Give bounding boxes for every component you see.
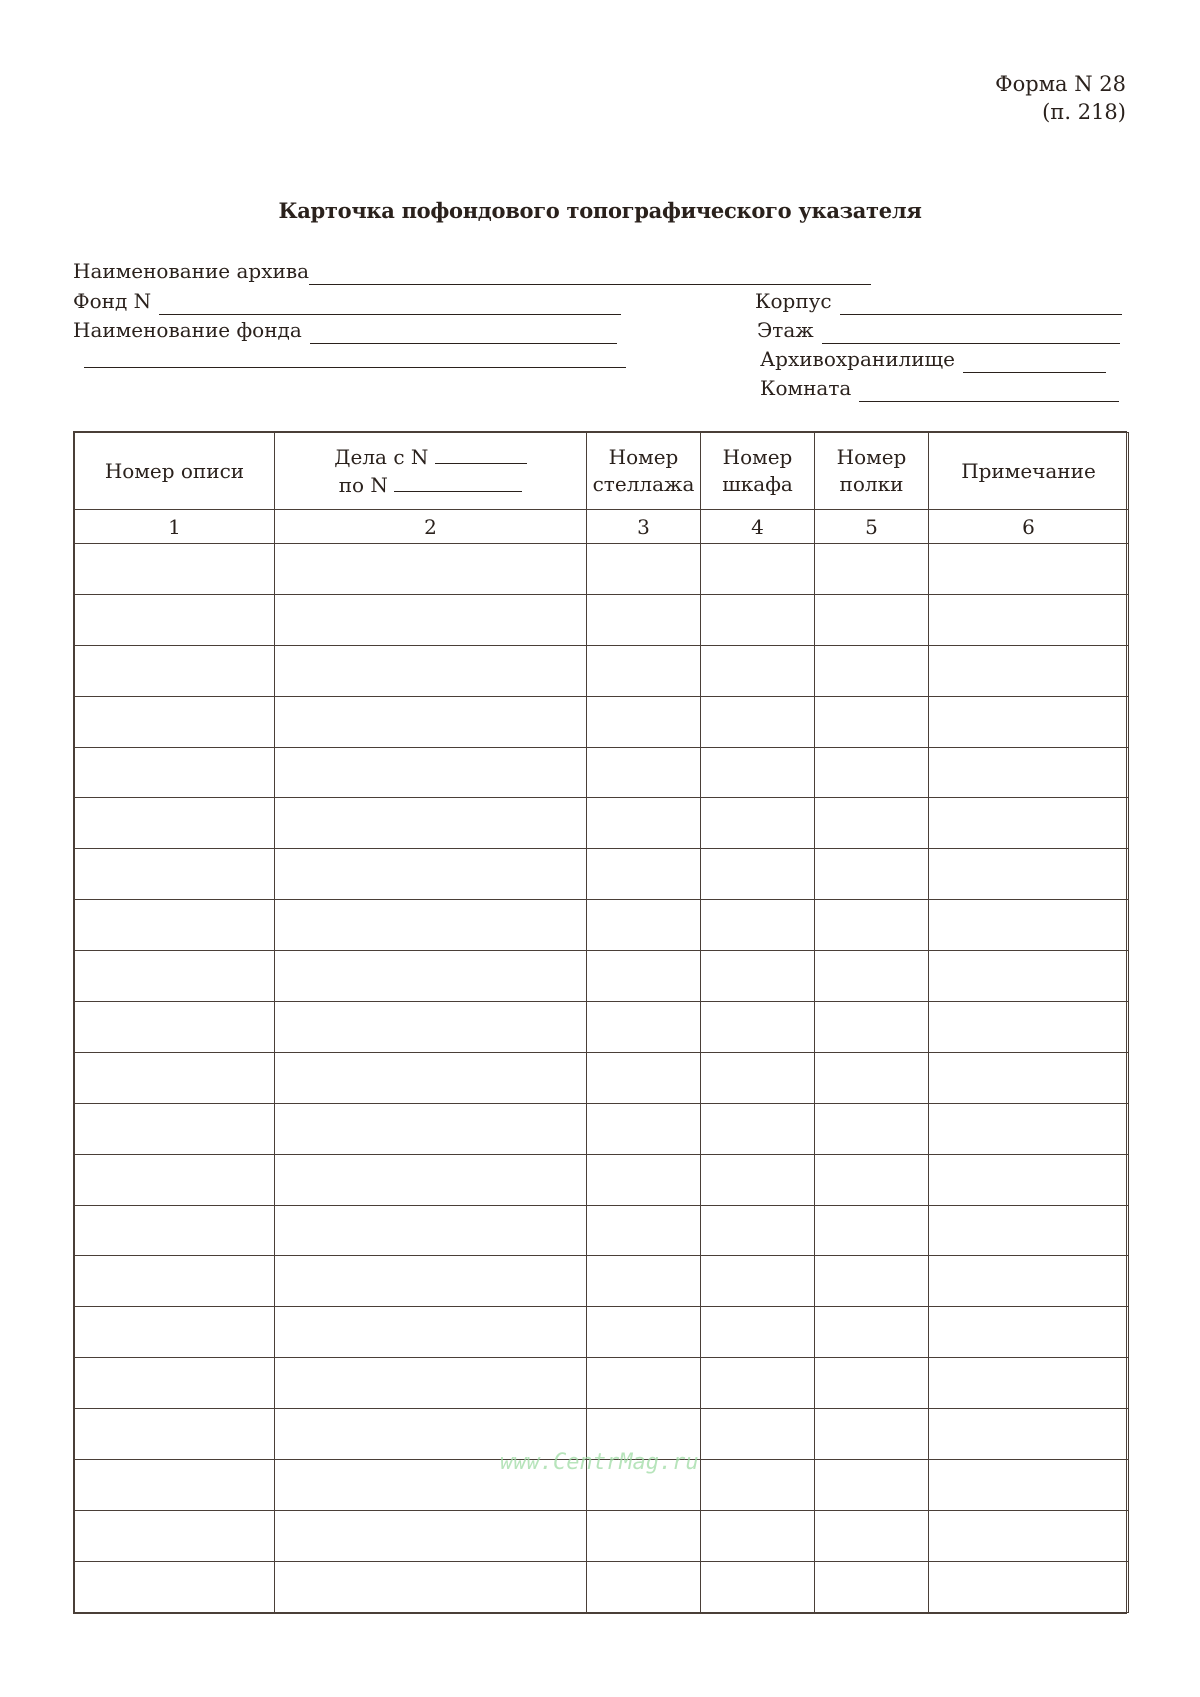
table-cell[interactable]: [75, 1561, 275, 1612]
table-row: [75, 798, 1129, 849]
table-cell[interactable]: [701, 1256, 815, 1307]
table-cell[interactable]: [929, 747, 1129, 798]
table-row: [75, 1561, 1129, 1612]
column-number: 2: [275, 510, 587, 544]
table-cell[interactable]: [929, 1561, 1129, 1612]
table-row: [75, 1510, 1129, 1561]
table-cell[interactable]: [275, 1205, 587, 1256]
table-cell[interactable]: [929, 645, 1129, 696]
table-row: [75, 645, 1129, 696]
storage-field[interactable]: [760, 345, 1106, 373]
table-cell[interactable]: [701, 1460, 815, 1511]
table-row: [75, 594, 1129, 645]
building-line[interactable]: [840, 292, 1122, 315]
table-cell[interactable]: [929, 544, 1129, 595]
table-cell[interactable]: [587, 1256, 701, 1307]
fund-name-label: Наименование фонда: [73, 318, 302, 342]
table-cell[interactable]: [815, 900, 929, 951]
table-cell[interactable]: [275, 1154, 587, 1205]
table-cell[interactable]: [815, 1510, 929, 1561]
header-cabinet-line1: Номер: [722, 445, 793, 469]
table-row: [75, 849, 1129, 900]
table-cell[interactable]: [587, 747, 701, 798]
table-cell[interactable]: [815, 1460, 929, 1511]
table-cell[interactable]: [275, 849, 587, 900]
table-cell[interactable]: [815, 1052, 929, 1103]
table-cell[interactable]: [75, 747, 275, 798]
table-cell[interactable]: [701, 1205, 815, 1256]
table-cell[interactable]: [701, 1561, 815, 1612]
column-number: 5: [815, 510, 929, 544]
table-cell[interactable]: [815, 645, 929, 696]
table-cell[interactable]: [75, 1307, 275, 1358]
table-cell[interactable]: [815, 1358, 929, 1409]
table-row: [75, 747, 1129, 798]
table-cell[interactable]: [587, 849, 701, 900]
table-cell[interactable]: [815, 1256, 929, 1307]
table-cell[interactable]: [587, 900, 701, 951]
header-shelf-line1: Номер: [836, 445, 907, 469]
table-cell[interactable]: [929, 1103, 1129, 1154]
table-cell[interactable]: [815, 951, 929, 1002]
table-cell[interactable]: [929, 849, 1129, 900]
header-cabinet-number: [701, 433, 815, 510]
table-row: [75, 544, 1129, 595]
table-cell[interactable]: [929, 1002, 1129, 1053]
floor-label: Этаж: [757, 318, 814, 342]
floor-line[interactable]: [822, 321, 1120, 344]
table-cell[interactable]: [587, 594, 701, 645]
archive-name-field[interactable]: [73, 257, 871, 285]
table-cell[interactable]: [75, 1256, 275, 1307]
table-cell[interactable]: [815, 1154, 929, 1205]
table-cell[interactable]: [815, 849, 929, 900]
table-cell[interactable]: [275, 594, 587, 645]
table-cell[interactable]: [929, 951, 1129, 1002]
building-field[interactable]: [755, 287, 1122, 315]
table-cell[interactable]: [275, 645, 587, 696]
header-shelf-number: [815, 433, 929, 510]
table-cell[interactable]: [275, 1052, 587, 1103]
table-cell[interactable]: [587, 1358, 701, 1409]
table-cell[interactable]: [701, 1103, 815, 1154]
header-cabinet-line2: шкафа: [722, 472, 793, 496]
table-row: [75, 1103, 1129, 1154]
header-inventory-number: [75, 433, 275, 510]
form-number-block: [995, 70, 1126, 126]
watermark: www.CentrMag.ru: [500, 1450, 699, 1475]
table-cell[interactable]: [929, 1154, 1129, 1205]
table-cell[interactable]: [75, 544, 275, 595]
table-cell[interactable]: [587, 1052, 701, 1103]
cases-from-label: Дела с N: [334, 445, 429, 469]
storage-line[interactable]: [963, 350, 1106, 373]
table-cell[interactable]: [75, 1510, 275, 1561]
table-cell[interactable]: [75, 1460, 275, 1511]
table-cell[interactable]: [815, 594, 929, 645]
table-cell[interactable]: [815, 1002, 929, 1053]
table-cell[interactable]: [815, 747, 929, 798]
table-cell[interactable]: [275, 1256, 587, 1307]
fund-name-line[interactable]: [310, 321, 617, 344]
table-cell[interactable]: [587, 1561, 701, 1612]
table-cell[interactable]: [75, 1154, 275, 1205]
table-cell[interactable]: [701, 1154, 815, 1205]
table-cell[interactable]: [275, 1510, 587, 1561]
form-number: Форма N 28: [995, 72, 1126, 96]
table-cell[interactable]: [701, 1307, 815, 1358]
table-cell[interactable]: [275, 900, 587, 951]
table-cell[interactable]: [587, 1002, 701, 1053]
table-cell[interactable]: [701, 798, 815, 849]
fund-name-continuation-line[interactable]: [84, 345, 626, 368]
table-cell[interactable]: [275, 696, 587, 747]
storage-label: Архивохранилище: [760, 347, 955, 371]
table-cell[interactable]: [701, 1052, 815, 1103]
column-number: 6: [929, 510, 1129, 544]
table-cell[interactable]: [587, 1205, 701, 1256]
topographic-index-table: [73, 431, 1127, 1614]
table-cell[interactable]: [929, 594, 1129, 645]
form-reference: (п. 218): [1042, 100, 1126, 124]
header-rack-line1: Номер: [608, 445, 679, 469]
header-inventory-number-text: Номер описи: [104, 459, 245, 483]
fund-name-continuation-field[interactable]: [84, 345, 626, 368]
table-cell[interactable]: [75, 1409, 275, 1460]
cases-to-blank[interactable]: [394, 471, 522, 492]
table-cell[interactable]: [701, 1409, 815, 1460]
table-cell[interactable]: [701, 900, 815, 951]
table-cell[interactable]: [929, 798, 1129, 849]
header-shelf-line2: полки: [839, 472, 904, 496]
cases-from-blank[interactable]: [435, 443, 527, 464]
cases-to-line[interactable]: [275, 471, 586, 499]
table-cell[interactable]: [929, 1205, 1129, 1256]
header-rack-number: [587, 433, 701, 510]
table-cell[interactable]: [929, 1510, 1129, 1561]
table-cell[interactable]: [275, 747, 587, 798]
table-cell[interactable]: [929, 696, 1129, 747]
table-row: [75, 1205, 1129, 1256]
table-cell[interactable]: [701, 1510, 815, 1561]
table-cell[interactable]: [815, 1307, 929, 1358]
table-cell[interactable]: [815, 1561, 929, 1612]
table-row: [75, 1052, 1129, 1103]
table-row: [75, 900, 1129, 951]
table-cell[interactable]: [587, 1154, 701, 1205]
column-number: 1: [75, 510, 275, 544]
table-cell[interactable]: [587, 1510, 701, 1561]
table-cell[interactable]: [701, 849, 815, 900]
room-label: Комната: [760, 376, 852, 400]
table-cell[interactable]: [75, 1052, 275, 1103]
document-title: Карточка пофондового топографического указателя: [278, 198, 922, 223]
cases-to-label: по N: [338, 473, 388, 497]
header-note-text: Примечание: [961, 459, 1096, 483]
fund-number-line[interactable]: [159, 292, 621, 315]
table-cell[interactable]: [815, 696, 929, 747]
fund-name-field[interactable]: [73, 316, 617, 344]
table-cell[interactable]: [587, 696, 701, 747]
table-cell[interactable]: [75, 849, 275, 900]
floor-field[interactable]: [757, 316, 1120, 344]
table-cell[interactable]: [75, 1205, 275, 1256]
table-cell[interactable]: [929, 1052, 1129, 1103]
table-cell[interactable]: [815, 544, 929, 595]
table-cell[interactable]: [815, 798, 929, 849]
column-number: 3: [587, 510, 701, 544]
table-row: [75, 951, 1129, 1002]
table-cell[interactable]: [587, 645, 701, 696]
header-note: [929, 433, 1129, 510]
table-row: [75, 696, 1129, 747]
table-cell[interactable]: [275, 1358, 587, 1409]
table-cell[interactable]: [75, 1103, 275, 1154]
table-cell[interactable]: [75, 645, 275, 696]
cases-from-line[interactable]: [275, 443, 586, 471]
table-row: [75, 1256, 1129, 1307]
table-cell[interactable]: [275, 1103, 587, 1154]
table-cell[interactable]: [701, 594, 815, 645]
table-cell[interactable]: [75, 594, 275, 645]
table-cell[interactable]: [587, 1307, 701, 1358]
table-cell[interactable]: [701, 951, 815, 1002]
column-number-row: [75, 510, 1129, 544]
table-cell[interactable]: [587, 951, 701, 1002]
table-cell[interactable]: [815, 1103, 929, 1154]
table-cell[interactable]: [275, 1002, 587, 1053]
table-cell[interactable]: [815, 1205, 929, 1256]
table-cell[interactable]: [929, 1358, 1129, 1409]
table-cell[interactable]: [587, 544, 701, 595]
table-cell[interactable]: [701, 1002, 815, 1053]
room-field[interactable]: [760, 374, 1119, 402]
table-cell[interactable]: [275, 544, 587, 595]
table-header-row: [75, 433, 1129, 510]
room-line[interactable]: [859, 379, 1119, 402]
table-row: [75, 1002, 1129, 1053]
table-cell[interactable]: [75, 1358, 275, 1409]
table-cell[interactable]: [929, 900, 1129, 951]
table-row: [75, 1358, 1129, 1409]
table-cell[interactable]: [75, 798, 275, 849]
table-cell[interactable]: [75, 1002, 275, 1053]
table-cell[interactable]: [587, 1103, 701, 1154]
table-cell[interactable]: [701, 1358, 815, 1409]
table-cell[interactable]: [701, 696, 815, 747]
table-cell[interactable]: [587, 798, 701, 849]
table-cell[interactable]: [929, 1256, 1129, 1307]
table-row: [75, 1154, 1129, 1205]
header-rack-line2: стеллажа: [592, 472, 695, 496]
table-cell[interactable]: [75, 900, 275, 951]
building-label: Корпус: [755, 289, 832, 313]
table-cell[interactable]: [75, 696, 275, 747]
table-cell[interactable]: [701, 747, 815, 798]
column-number: 4: [701, 510, 815, 544]
archive-name-line[interactable]: [309, 262, 871, 285]
fund-number-field[interactable]: [73, 287, 621, 315]
table-cell[interactable]: [815, 1409, 929, 1460]
fund-number-label: Фонд N: [73, 289, 152, 313]
table-cell[interactable]: [929, 1460, 1129, 1511]
table-cell[interactable]: [701, 544, 815, 595]
table-cell[interactable]: [75, 951, 275, 1002]
table-cell[interactable]: [275, 1307, 587, 1358]
table-cell[interactable]: [275, 1561, 587, 1612]
header-cases-range: [275, 433, 587, 510]
table-cell[interactable]: [701, 645, 815, 696]
table-cell[interactable]: [929, 1409, 1129, 1460]
archive-name-label: Наименование архива: [73, 259, 310, 283]
table-cell[interactable]: [275, 798, 587, 849]
table-row: [75, 1307, 1129, 1358]
table-cell[interactable]: [929, 1307, 1129, 1358]
table-cell[interactable]: [275, 951, 587, 1002]
